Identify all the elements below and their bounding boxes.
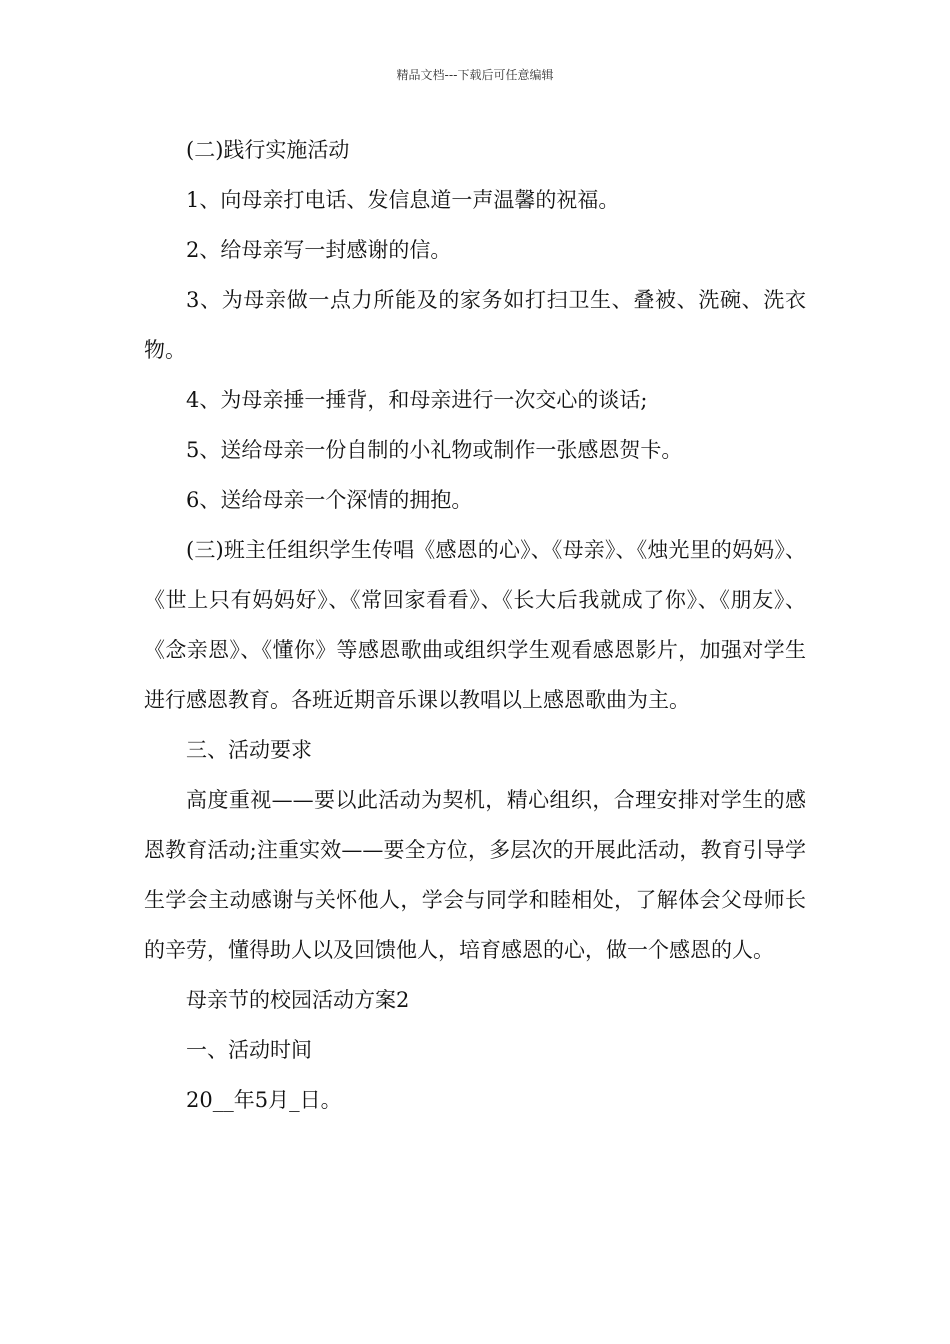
list-item-6: 6、送给母亲一个深情的拥抱。 <box>186 488 473 512</box>
list-item-3: 3、为母亲做一点力所能及的家务如打扫卫生、叠被、洗碗、洗衣物。 <box>144 288 806 362</box>
requirements-paragraph: 高度重视——要以此活动为契机，精心组织，合理安排对学生的感恩教育活动;注重实效——要全方位，多层次的开展此活动，教育引导学生学会主动感谢与关怀他人，学会与同学和睦相处，了解体会父母师长的辛劳，懂得助人以及回馈他人，培育感恩的心，做一个感恩的人。 <box>144 788 806 962</box>
page-header: 精品文档---下载后可任意编辑 <box>396 68 554 82</box>
section-heading-time: 一、活动时间 <box>186 1038 312 1062</box>
section-heading-practice: (二)践行实施活动 <box>186 138 350 162</box>
section-heading-requirements: 三、活动要求 <box>186 738 312 762</box>
plan-2-title: 母亲节的校园活动方案2 <box>186 988 410 1012</box>
list-item-4: 4、为母亲捶一捶背，和母亲进行一次交心的谈话; <box>186 388 648 412</box>
activity-date: 20__年5月_日。 <box>186 1088 342 1112</box>
list-item-1: 1、向母亲打电话、发信息道一声温馨的祝福。 <box>186 188 620 212</box>
list-item-5: 5、送给母亲一份自制的小礼物或制作一张感恩贺卡。 <box>186 438 683 462</box>
document-body <box>144 125 806 1125</box>
songs-paragraph: (三)班主任组织学生传唱《感恩的心》、《母亲》、《烛光里的妈妈》、《世上只有妈妈好》、《常回家看看》、《长大后我就成了你》、《朋友》、《念亲恩》、《懂你》等感恩歌曲或组织学生观看感恩影片，加强对学生进行感恩教育。各班近期音乐课以教唱以上感恩歌曲为主。 <box>144 538 806 712</box>
list-item-2: 2、给母亲写一封感谢的信。 <box>186 238 452 262</box>
